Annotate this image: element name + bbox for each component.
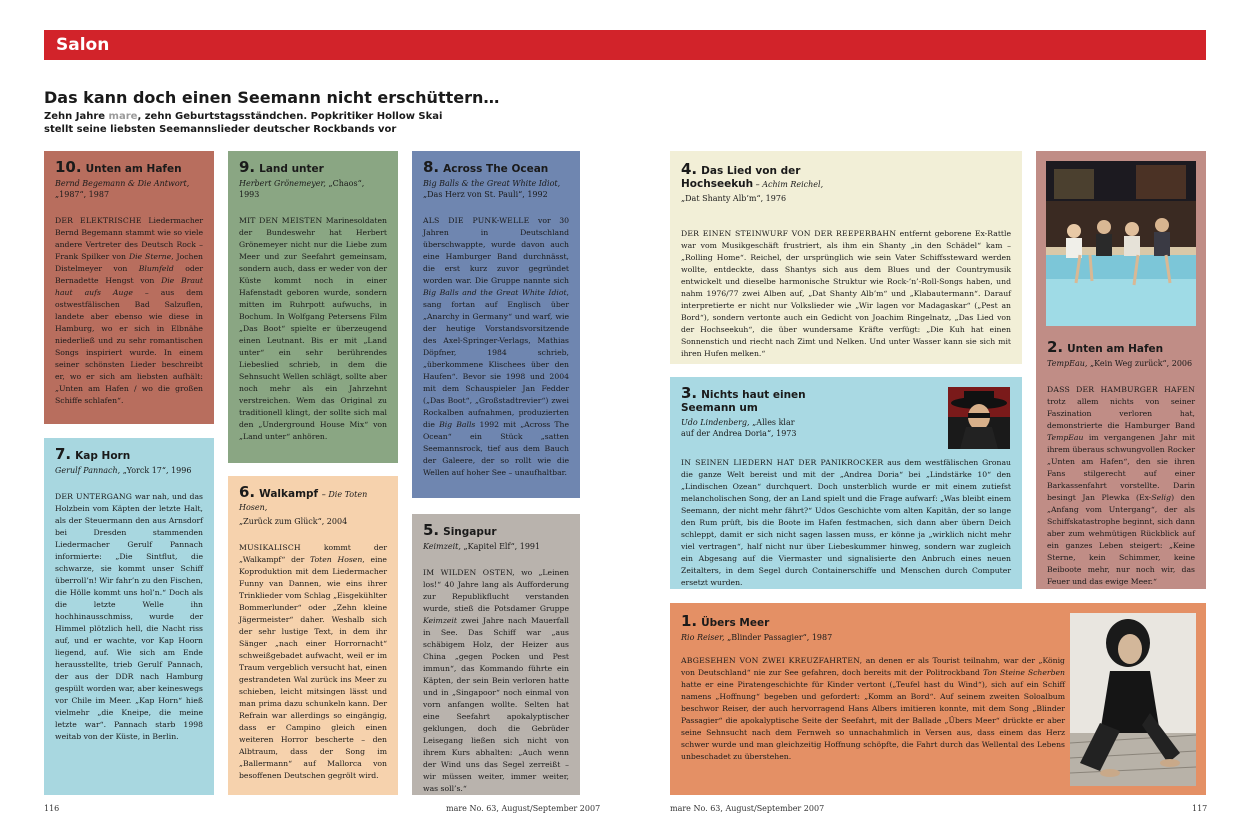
rank-number: 6. [239,483,256,501]
song-heading [681,612,1065,630]
song-credit [55,178,203,200]
song-description [681,457,1011,589]
song-title: Kap Horn [75,450,131,462]
band-reference: Ton Steine Scherben [982,668,1066,677]
release-info: „Kein Weg zurück“, 2006 [1087,359,1193,368]
release-info: „1987“, 1987 [55,190,110,199]
body-text: im vergangenen Jahr mit ihrem überaus schwungvollen Rocker „Unten am Hafen“, den sie ihren Fans stilgerecht auf einer Barkassenfahrt vorstellte. Darin besingt Jan Plewka (Ex- [1047,433,1195,502]
rank-number: 2. [1047,338,1064,356]
body-text: ) den „Anfang vom Untergang“, der als Schiffskatastrophe beginnt, sich dann aber zum wehmütigen Rückblick auf ein ganzes Leben steigert: „Keine Sterne, kein Schimmer, keine Beiboote mehr, nur noch wir, das Feuer und das ewige Meer.“ [1047,493,1195,586]
brand-mare: mare [108,111,138,122]
body-text: wo „Leinen los!“ 40 Jahre lang als Aufforderung zur Republikflucht verstanden wurde, stieß die Potsdamer Gruppe [423,568,569,613]
song-heading [681,384,831,415]
lead-words: DER UNTERGANG [55,492,133,501]
body-text: oder Bernadette Hengst von [55,264,203,285]
song-title: Das Lied von der Hochseekuh [681,165,801,190]
song-title: Singapur [443,526,497,538]
body-text: Liedermacher Bernd Begemann stammt wie so viele andere Vertreter des Deutsch Rock – Frank Spilker von [55,216,203,261]
rank-number: 9. [239,158,256,176]
song-credit [239,178,387,200]
song-description [55,215,203,407]
song-credit [681,193,1011,204]
song-heading [423,521,569,539]
body-text: Marinesoldaten der Bundeswehr hat Herbert Grönemeyer nicht nur die Liebe zum Meer und zur Seefahrt gemeinsam, sondern auch, dass er weder von der Küste kommt noch in einer Hafenstadt geboren wurde, sondern mitten im Ruhrpott aufwuchs, in Bochum. In Wolfgang Petersens Film „Das Boot“ spielte er überzeugend einen Leutnant. Bis er mit „Land unter“ ein sehr berührendes Liebeslied schrieb, in dem die Sehnsucht Wellen schlägt, sollte aber noch mehr als ein Jahrzehnt verstreichen. Wem das Original zu traditionell klingt, der sollte sich mal den „Underground House Mix“ von „Land unter“ anhören. [239,216,387,441]
body-text: hatte er eine Piratengeschichte für Kinder vertont („Teufel hast du Wind“), sich auf ein Schiff namens „Hoffnung“ begeben und gefordert: „Komm an Bord“. Auf seinem zweiten Soloalbum beschwor Reiser, der auch hervorragend Hans Albers imitieren konnte, mit dem Song „Blinder Passagier“ die apokalyptische Seite der Seefahrt, mit der Ballade „Übers Meer“ drückte er aber seine Sehnsucht nach dem Fernweh so unnachahmlich in Versen aus, dass einem das Herz schwer wurde und man gleichzeitig Hoffnung schöpfte, die Fahrt durch das Wellental des Lebens unbeschadet zu überstehen. [681,680,1065,761]
song-box-2 [1036,151,1206,589]
lead-words: DER EINEN STEINWURF VON DER REEPERBAHN [681,229,897,238]
lead-words: IM WILDEN OSTEN, [423,568,515,577]
band-reference: Selig [1151,493,1172,502]
release-info: „Chaos“, 1993 [239,179,365,199]
song-description [423,567,569,795]
release-info: „Blinder Passagier“, 1987 [724,633,833,642]
song-box-7 [44,438,214,795]
body-text: , sang fortan auf Englisch über „Anarchy in Germany“ und warf, wie der heutige Vorstandsvorsitzende des Axel-Springer-Verlags, Mathias Döpfner, 1984 schrieb, „überkommene Klischees über den Haufen“. Bevor sie 1998 und 2004 mit dem Schauspieler Jan Fedder („Das Boot“, „Großstadtrevier“) zwei Rockalben aufnahmen, produzierten die [423,288,569,429]
song-credit [681,632,1065,643]
band-reference: Keimzeit [423,616,457,625]
song-title: Walkampf [259,488,319,500]
artist-name: Big Balls & the Great White Idiot, [423,179,561,188]
song-box-1 [670,603,1206,795]
song-heading [239,483,387,514]
release-info: auf der Andrea Doria“, 1973 [681,429,797,438]
band-reference: Die Sterne [128,252,172,261]
song-box-6 [228,476,398,795]
body-text: an denen er als Tourist teilnahm, war der „König von Deutschland“ nie zur See gefahren, doch bereits mit der Politrockband [681,656,1065,677]
band-photo-image [1046,161,1196,326]
song-description [681,655,1065,763]
song-credit [423,541,569,552]
song-description [681,228,1011,360]
song-credit [55,465,203,476]
rank-number: 8. [423,158,440,176]
song-credit [423,178,569,200]
article-subhead [44,110,464,136]
artist-name: – Die Toten Hosen, [239,490,368,512]
artist-photo-reiser [1070,613,1196,786]
band-reference: Toten Hosen [310,555,363,564]
rank-number: 3. [681,384,698,402]
song-title: Unten am Hafen [1067,343,1164,355]
artist-name: – Achim Reichel, [753,180,824,189]
lead-words: ALS DIE PUNK-WELLE [423,216,530,225]
song-description [423,215,569,479]
artist-name: Keimzeit, [423,542,461,551]
band-reference: Big Balls and the Great White Idiot [423,288,567,297]
song-heading [239,158,387,176]
song-heading [681,160,841,191]
lead-words: MIT DEN MEISTEN [239,216,323,225]
song-description [55,491,203,743]
section-label: Salon [56,35,110,55]
artist-photo-image [948,387,1010,449]
section-banner [44,30,1206,60]
band-reference: Die Braut haut aufs Auge [55,276,203,297]
rank-number: 10. [55,158,82,176]
page-number-right: 117 [1192,804,1208,813]
body-text: trotz allem nichts von seiner Faszination verloren hat, demonstrierte die Hamburger Band [1047,397,1195,430]
artist-name: Herbert Grönemeyer, [239,179,326,188]
song-heading [1047,338,1195,356]
song-title: Across The Ocean [443,163,549,175]
body-text: , Jochen Distelmeyer von [55,252,203,273]
rank-number: 1. [681,612,698,630]
band-reference: TempEau [1047,433,1084,442]
song-heading [423,158,569,176]
artist-name: Rio Reiser, [681,633,725,642]
body-text: vor 30 Jahren in Deutschland überschwappte, wurde davon auch eine Hamburger Band durchnässt, die erst kurz zuvor gegründet worden war. Die Gruppe nannte sich [423,216,569,285]
lead-words: ABGESEHEN VON ZWEI KREUZFAHRTEN, [681,656,863,665]
release-info: „Alles klar [749,418,795,427]
lead-words: DER ELEKTRISCHE [55,216,142,225]
song-title: Nichts haut einen Seemann um [681,389,806,414]
song-description [239,542,387,782]
release-info: „Yorck 17“, 1996 [120,466,192,475]
article-headline: Das kann doch einen Seemann nicht erschüttern… [44,88,500,107]
song-box-8 [412,151,580,498]
body-text: , eine Koproduktion mit dem Liedermacher Funny van Dannen, wie eins ihrer Trinklieder vom Schlag „Eisgekühlter Bommerlunder“ oder „Zehn kleine Jägermeister“ daher. Weshalb sich der sehr lustige Text, in dem ihr Sänger „nach einer Horrornacht“ schweißgebadet aufwacht, weil er im Traum vergeblich versucht hat, einen gestrandeten Wal zurück ins Meer zu schieben, leicht mitsingen lässt und man prima dazu schunkeln kann. Der Refrain war allerdings so eingängig, dass er Campino gleich einen weiteren Horror bescherte – den Albtraum, dass der Song im „Ballermann“ auf Mallorca von besoffenen Deutschen gegrölt wird. [239,555,387,780]
song-title: Unten am Hafen [85,163,182,175]
body-text: 1992 mit „Across The Ocean“ ein Stück „satten Seemannsrock, tief aus dem Bauch der Galeere, der so rollt wie die Wellen auf hoher See – unaufhaltbar. [423,420,569,477]
body-text: zwei Jahre nach Mauerfall in See. Das Schiff war „aus schäbigem Holz, der Heizer aus China „gegen Pocken und Pest immun“, das Kommando führte ein Käpten, der sein Bein verloren hatte und in „Singapoor“ noch einmal von vorn anfangen wollte. Selten hat eine Seefahrt apokalyptischer geklungen, doch die Gebrüder Leisegang ließen sich nicht von ihrem Kurs abhalten: „Auch wenn der Wind uns das Segel zerreißt – wir müssen weiter, immer weiter, was soll’s.“ [423,616,569,793]
body-text: war nah, und das Holzbein vom Käpten der letzte Halt, als der Steuermann den aus Arnsdorf bei Dresden stammenden Liedermacher Gerulf Pannach informierte: „Die Sintflut, die schwarze, sie kommt unser Schiff überroll’n! Wir fahr’n zu den Fischen, die Hölle kommt uns hol’n.“ Doch als die letzte Welle ihn hochhinausschmiss, wurde der Himmel plötzlich hell, die Nacht riss auf, und er wachte, vor Kap Hoorn liegend, auf. Wie sich am Ende herausstellte, trieb Gerulf Pannach, der aus der DDR nach Hamburg gespült worden war, aber keineswegs vor Chile im Meer. „Kap Horn“ hieß vielmehr „die Kneipe, die meine letzte war“. Pannach starb 1998 weitab von der Küste, in Berlin. [55,492,203,741]
song-box-3 [670,377,1022,589]
release-info: „Das Herz von St. Pauli“, 1992 [423,190,548,199]
release-info: „Dat Shanty Alb’m“, 1976 [681,194,787,203]
lead-words: DASS DER HAMBURGER HAFEN [1047,385,1195,394]
subhead-part1: Zehn Jahre [44,111,109,122]
band-reference: Big Balls [439,420,476,429]
rank-number: 4. [681,160,698,178]
song-credit [239,516,387,527]
song-box-5 [412,514,580,795]
song-box-9 [228,151,398,463]
song-heading [55,445,203,463]
artist-name: Bernd Begemann & Die Antwort, [55,179,190,188]
song-title: Land unter [259,163,324,175]
artist-name: Gerulf Pannach, [55,466,121,475]
song-box-10 [44,151,214,424]
song-heading [55,158,203,176]
release-info: „Kapitel Elf“, 1991 [460,542,541,551]
subhead-part2: , zehn Geburtstagsständchen. Popkritiker Hollow Skai stellt seine liebsten Seemannslieder deutscher Rockbands vor [44,111,443,135]
lead-words: MUSIKALISCH [239,543,301,552]
body-text: aus dem westfälischen Gronau die ganze Welt bereist und mit der „Andrea Doria“ bei „Lindstärke 10“ den „Lindischen Ozean“ durchquert. Doch unsterblich wurde er mit einem zutiefst melancholischen Song, der an Land spielt und die Frage aufwarf: „Was bleibt einem Seemann, der nicht mehr fährt?“ Udos Geschichte vom alten Kapitän, der so lange den Rum prüft, bis die Boote im Hafen festmachen, sich dann aber übern Deich schleppt, damit er sich nicht sagen lassen muss, er könne ja „wirklich nicht mehr viel vertragen“, half nicht nur über Liebeskummer hinweg, sondern war zugleich ein Abgesang auf die Viermaster und signalisierte den Anbruch eines neuen Zeitalters, in dem Segel durch Containerschiffe und Menschen durch Computer ersetzt wurden. [681,458,1011,587]
artist-name: TempEau, [1047,359,1088,368]
rank-number: 5. [423,521,440,539]
body-text: entfernt geborene Ex-Rattle war vom Musikgeschäft frustriert, als ihm ein Shanty „in den Schädel“ kam – „Rolling Home“. Reichel, der ursprünglich wie sein Vater Schiffssteward werden wollte, entdeckte, dass Shantys sich aus dem Blues und der Countrymusik entwickelt und dieselbe harmonische Struktur wie Rock-’n’-Roll-Songs haben, und nahm 1976/77 zwei Alben auf, „Dat Shanty Alb’m“ und „Klabautermann“. Darauf interpretierte er nicht nur Volkslieder wie „Wir lagen vor Madagaskar“ („Pest an Bord“), sondern vertonte auch ein Gedicht von Joachim Ringelnatz, „Das Lied von der Hochseekuh“, die über wundersame Kräfte verfügt: „Die Kuh hat einen Sonnenstich und riecht nach Zimt und Nelken. Und unter Wasser kann sie sich mit ihren Hufen melken.“ [681,229,1012,358]
song-box-4 [670,151,1022,364]
song-credit [1047,358,1195,369]
song-title: Übers Meer [701,617,770,629]
release-info: „Zurück zum Glück“, 2004 [239,517,348,526]
artist-photo-lindenberg [948,387,1010,449]
band-photo-tempeau [1046,161,1196,326]
page-number-left: 116 [44,804,60,813]
body-text: kommt der „Walkampf“ der [239,543,387,564]
issue-info-left: mare No. 63, August/September 2007 [446,804,601,813]
artist-name: Udo Lindenberg, [681,418,750,427]
artist-photo-image [1070,613,1196,786]
lead-words: IN SEINEN LIEDERN HAT DER PANIKROCKER [681,458,884,467]
song-description [1047,384,1195,588]
body-text: – aus dem ostwestfälischen Bad Salzuflen, landete aber ebenso wie diese in Hamburg, wo er sich in Elbnähe niederließ und zu sehr romantischen Songs inspiriert wurde. In einem seiner schönsten Lieder beschreibt er, wo er sich am liebsten aufhält: „Unten am Hafen / wo die großen Schiffe schlafen“. [55,288,203,405]
rank-number: 7. [55,445,72,463]
song-description [239,215,387,443]
issue-info-right: mare No. 63, August/September 2007 [670,804,825,813]
band-reference: Blumfeld [138,264,174,273]
